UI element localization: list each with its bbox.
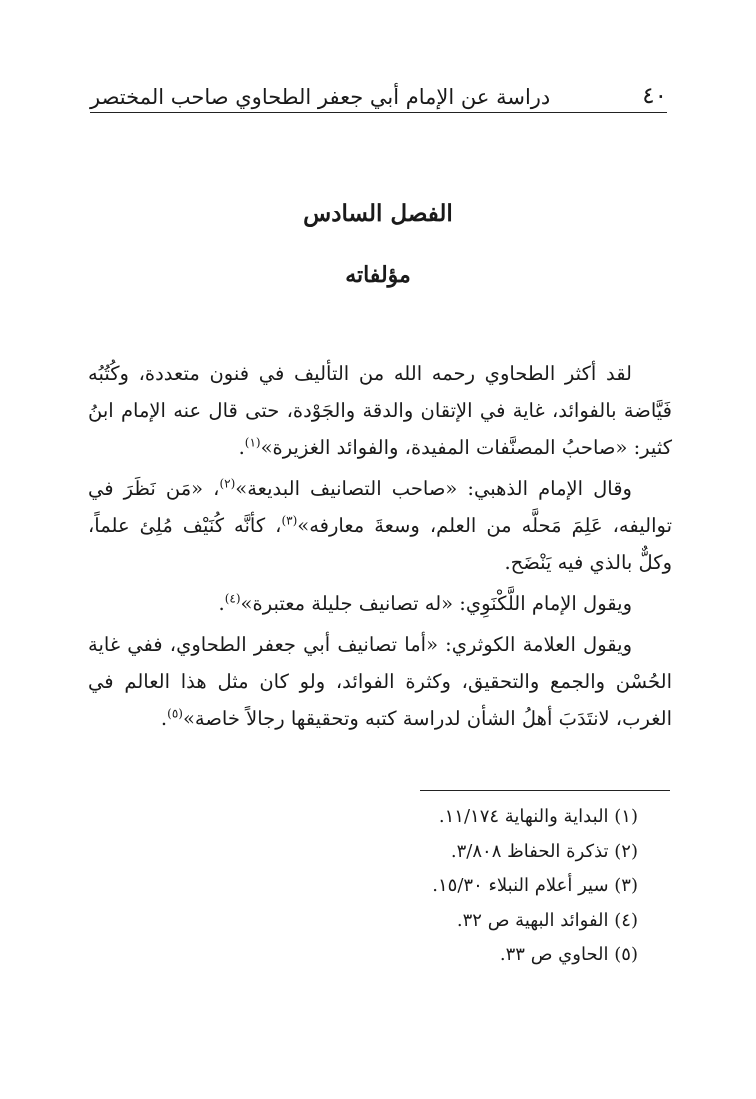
footnote-separator [420, 790, 670, 791]
footnote-1: (١) البداية والنهاية ١١/١٧٤. [438, 806, 638, 827]
footnote-4: (٤) الفوائد البهية ص ٣٢. [456, 909, 638, 931]
paragraph-end: . [238, 436, 245, 459]
paragraph-text: وقال الإمام الذهبي: «صاحب التصانيف البديعة» [235, 477, 632, 500]
body-text [88, 355, 672, 741]
chapter-title: الفصل السادس [303, 200, 453, 227]
running-header-title: دراسة عن الإمام أبي جعفر الطحاوي صاحب المختصر [90, 85, 551, 109]
footnote-3: (٣) سير أعلام النبلاء ١٥/٣٠. [432, 875, 638, 896]
footnotes [90, 800, 638, 973]
paragraph-text: ويقول الإمام اللَّكْنَوِي: «له تصانيف جليلة معتبرة» [240, 592, 632, 615]
paragraph-2 [88, 470, 672, 581]
footnote-ref-1: (١) [244, 435, 261, 450]
footnote-ref-3: (٣) [281, 513, 298, 528]
paragraph-text: ويقول العلامة الكوثري: «أما تصانيف أبي جعفر الطحاوي، ففي غاية الحُسْن والجمع والتحقيق، وكثرة الفوائد، ولو كان مثل هذا العالم في الغرب، لانتَدَبَ أهلُ الشأن لدراسة كتبه وتحقيقها رجالاً خاصة» [88, 633, 672, 730]
paragraph-text: ، «مَن نَظَرَ في تواليفه، عَلِمَ مَحلَّه من العلم، وسعةَ معارفه» [88, 477, 672, 537]
footnote-ref-2: (٢) [219, 476, 236, 491]
paragraph-1 [88, 355, 672, 466]
section-title: مؤلفاته [345, 262, 411, 288]
paragraph-end: . [218, 592, 225, 615]
paragraph-3 [88, 585, 672, 622]
footnote-2: (٢) تذكرة الحفاظ ٣/٨٠٨. [450, 840, 638, 862]
page-number: ٤٠ [642, 83, 667, 109]
paragraph-4 [88, 626, 672, 737]
paragraph-end: . [160, 707, 168, 730]
footnote-ref-4: (٤) [224, 591, 241, 606]
footnote-5: (٥) الحاوي ص ٣٣. [499, 944, 638, 965]
running-header [90, 78, 667, 113]
paragraph-text: لقد أكثر الطحاوي رحمه الله من التأليف في فنون متعددة، وكُتُبُه فَيَّاضة بالفوائد، غاية في الإتقان والدقة والجَوْدة، حتى قال عنه الإمام ابنُ كثير: «صاحبُ المصنَّفات المفيدة، والفوائد الغزيرة» [88, 362, 672, 459]
paragraph-text: ، كأنَّه كُنَيْف مُلِئ علماً، وكلٌّ بالذي فيه يَنْضَح. [88, 514, 672, 574]
footnote-ref-5: (٥) [167, 706, 183, 721]
